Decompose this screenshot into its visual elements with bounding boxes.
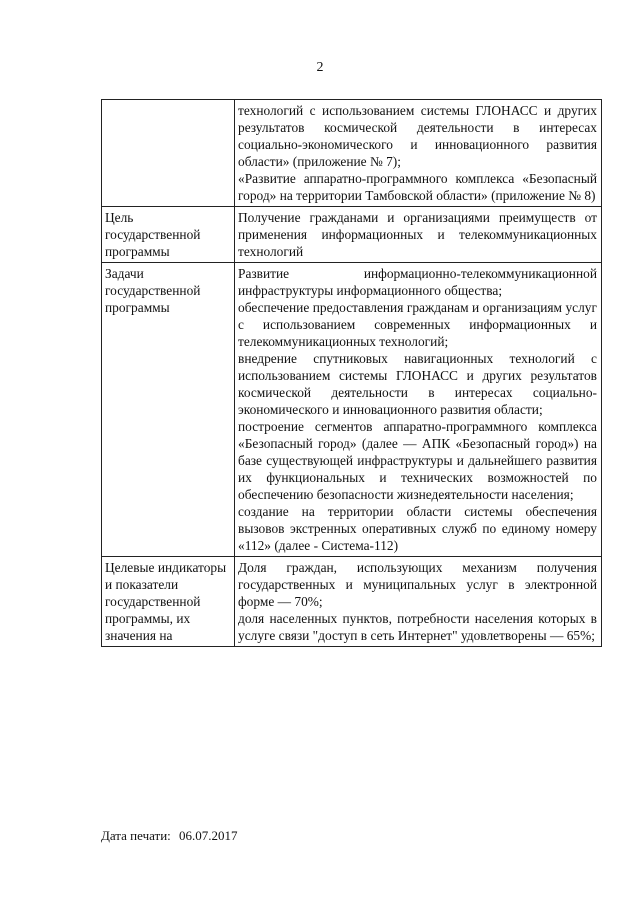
table-row	[102, 100, 602, 207]
row-content-cell	[235, 557, 602, 647]
content-paragraph: доля населенных пунктов, потребности населения которых в услуге связи "доступ в сеть Интернет" удовлетворены — 65%;	[238, 611, 597, 643]
page-number: 2	[316, 60, 324, 75]
row-content-cell	[235, 100, 602, 207]
content-paragraph: внедрение спутниковых навигационных технологий с использованием системы ГЛОНАСС и других результатов космической деятельности в интересах социально-экономического и инновационного развития области;	[238, 351, 597, 417]
content-paragraph: Развитие информационно-телекоммуникационной инфраструктуры информационного общества;	[238, 266, 597, 298]
table-row	[102, 207, 602, 263]
content-paragraph: построение сегментов аппаратно-программного комплекса «Безопасный город» (далее — АПК «Безопасный город») на базе существующей инфраструктуры и дальнейшего развития их функциональных и технических возможностей по обеспечению безопасности жизнедеятельности населения;	[238, 419, 597, 502]
row-content-cell	[235, 263, 602, 557]
row-label-cell: Целевые индикаторы и показатели государственной программы, их значения на	[102, 557, 235, 647]
program-passport-table	[101, 99, 602, 647]
row-label-cell: Цель государственной программы	[102, 207, 235, 263]
row-content-cell	[235, 207, 602, 263]
print-date-label: Дата печати:	[101, 828, 171, 843]
row-label-cell	[102, 100, 235, 207]
content-paragraph: «Развитие аппаратно-программного комплекса «Безопасный город» на территории Тамбовской области» (приложение № 8)	[238, 171, 597, 203]
content-paragraph: создание на территории области системы обеспечения вызовов экстренных оперативных служб по единому номеру «112» (далее - Система-112)	[238, 504, 597, 553]
content-paragraph: Доля граждан, использующих механизм получения государственных и муниципальных услуг в электронной форме — 70%;	[238, 560, 597, 609]
content-paragraph: обеспечение предоставления гражданам и организациям услуг с использованием современных информационных и телекоммуникационных технологий;	[238, 300, 597, 349]
table-row	[102, 263, 602, 557]
content-paragraph: технологий с использованием системы ГЛОНАСС и других результатов космической деятельности в интересах социально-экономического и инновационного развития области» (приложение № 7);	[238, 103, 597, 169]
table-row	[102, 557, 602, 647]
print-date-value: 06.07.2017	[179, 828, 238, 843]
print-date-footer	[101, 828, 238, 844]
content-paragraph: Получение гражданами и организациями преимуществ от применения информационных и телекоммуникационных технологий	[238, 210, 597, 259]
row-label-cell: Задачи государственной программы	[102, 263, 235, 557]
